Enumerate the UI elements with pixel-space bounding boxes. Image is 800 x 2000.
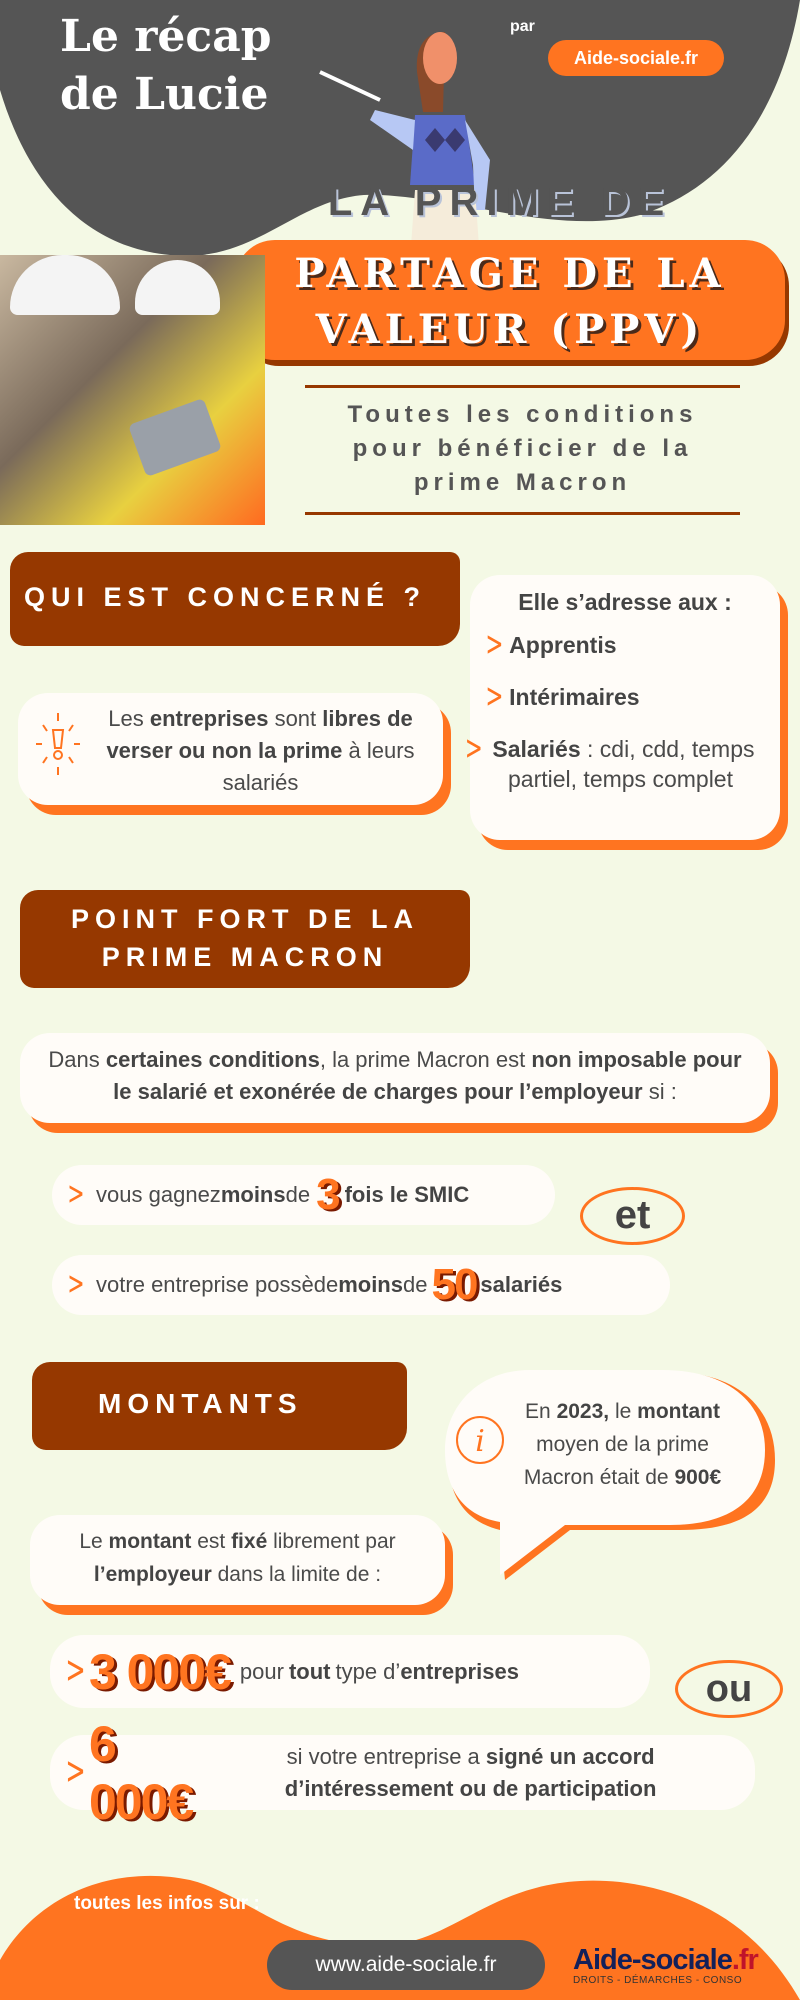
limit-text: Le montant est fixé librement par l’employeur dans la limite de :	[79, 1530, 396, 1586]
hero-title-box	[235, 240, 785, 360]
condition-employees: ᐳ votre entreprise possède moins de 50 salariés	[52, 1255, 670, 1315]
hero-subtitle: Toutes les conditions pour bénéficier de la prime Macron	[347, 401, 698, 496]
tablet	[128, 398, 222, 477]
workers-photo	[0, 255, 265, 525]
by-label: par	[510, 18, 535, 35]
website-link[interactable]: www.aide-sociale.fr	[267, 1940, 545, 1990]
amounts-heading: MONTANTS	[32, 1362, 407, 1450]
arrow-icon: ᐳ	[486, 632, 502, 658]
footer-label: toutes les infos sur :	[74, 1893, 260, 1914]
who-heading: QUI EST CONCERNÉ ?	[10, 552, 460, 646]
audience-card	[466, 575, 780, 840]
limit-card	[30, 1515, 445, 1605]
conditions-intro-card	[20, 1033, 770, 1123]
audience-item: ᐳ Apprentis	[486, 632, 617, 658]
arrow-icon: ᐳ	[66, 1757, 85, 1787]
exclamation-icon	[36, 713, 80, 775]
or-connector: ou	[675, 1660, 783, 1718]
employer-note-text: Les entreprises sont libres de verser ou non la prime à leurs salariés	[106, 706, 415, 795]
header-title: Le récap de Lucie	[60, 11, 272, 120]
arrow-icon: ᐳ	[66, 1656, 85, 1686]
strong-point-heading: POINT FORT DE LA PRIME MACRON	[20, 890, 470, 988]
arrow-icon: ᐳ	[68, 1182, 84, 1207]
arrow-icon: ᐳ	[68, 1272, 84, 1297]
average-amount-text: En 2023, le montant moyen de la prime Macron était de 900€	[523, 1400, 722, 1489]
amount-with-agreement: ᐳ 6 000€ si votre entreprise a signé un accord d’intéressement ou de participation	[50, 1735, 755, 1810]
aide-sociale-logo: Aide-sociale.fr DROITS - DÉMARCHES - CONSO	[573, 1944, 758, 1986]
audience-item: ᐳ Salariés : cdi, cdd, temps partiel, temps complet	[466, 736, 755, 792]
svg-text:i: i	[475, 1424, 485, 1459]
hero-kicker: LA PRIME DE	[327, 180, 673, 224]
audience-item: ᐳ Intérimaires	[486, 684, 640, 710]
divider-bottom	[305, 512, 740, 515]
helmet-left	[10, 255, 120, 315]
condition-salary: ᐳ vous gagnez moins de 3 fois le SMIC	[52, 1165, 555, 1225]
divider-top	[305, 385, 740, 388]
helmet-right	[135, 260, 220, 315]
and-connector: et	[580, 1187, 685, 1245]
hero-title-line1: PARTAGE DE LA	[294, 250, 726, 297]
audience-title: Elle s’adresse aux :	[518, 589, 732, 615]
hero-title-line2: VALEUR (PPV)	[315, 306, 705, 353]
info-icon	[455, 1415, 505, 1465]
arrow-icon: ᐳ	[486, 684, 502, 710]
brand-badge[interactable]: Aide-sociale.fr	[548, 40, 724, 76]
employer-note-card	[18, 693, 443, 805]
conditions-intro-text: Dans certaines conditions, la prime Macron est non imposable pour le salarié et exonérée de charges pour l’employeur si :	[48, 1047, 742, 1104]
amount-standard: ᐳ 3 000€ pour tout type d’ entreprises	[50, 1635, 650, 1708]
